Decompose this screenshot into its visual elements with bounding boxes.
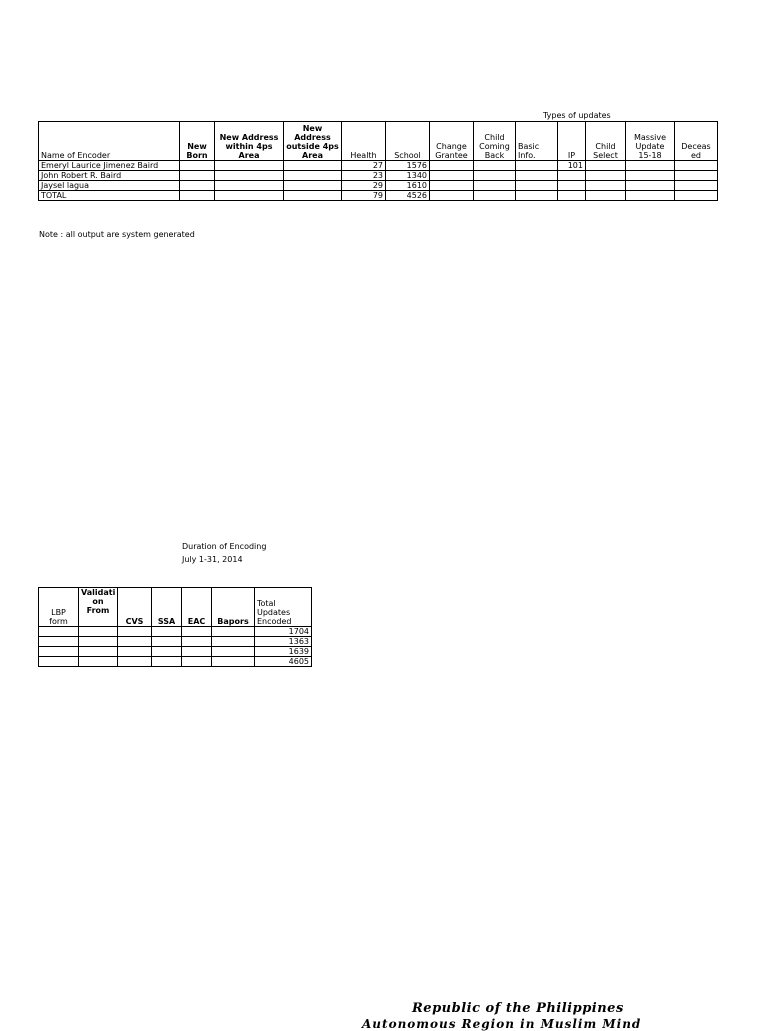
header-name-of-encoder: Name of Encoder: [39, 122, 180, 161]
school-total: 4526: [386, 191, 430, 201]
table-row: [39, 181, 718, 191]
ip-total: [558, 191, 586, 201]
table-row: [39, 161, 718, 171]
header-total-updates-encoded: Total Updates Encoded: [255, 588, 312, 627]
validation-table: [38, 587, 312, 667]
total-updates-value: 1639: [255, 647, 312, 657]
table-row-total: [39, 191, 718, 201]
health-value: 23: [342, 171, 386, 181]
header-new-address-within: New Address within 4ps Area: [215, 122, 284, 161]
validation-header-row: [39, 588, 312, 627]
header-new-born: New Born: [180, 122, 215, 161]
table-row: [39, 647, 312, 657]
header-health: Health: [342, 122, 386, 161]
ip-value: 101: [558, 161, 586, 171]
total-updates-value: 4605: [255, 657, 312, 667]
letterhead-subtitle: Autonomous Region in Muslim Mind: [362, 1017, 642, 1031]
header-cvs: CVS: [118, 588, 152, 627]
header-ip: IP: [558, 122, 586, 161]
health-value: 29: [342, 181, 386, 191]
ip-value: [558, 171, 586, 181]
school-value: 1610: [386, 181, 430, 191]
encoder-name: Jaysel lagua: [39, 181, 180, 191]
duration-label: Duration of Encoding: [182, 542, 267, 551]
health-total: 79: [342, 191, 386, 201]
letterhead-title: Republic of the Philippines: [412, 1001, 624, 1016]
table-row: [39, 657, 312, 667]
header-bapors: Bapors: [212, 588, 255, 627]
updates-caption: Types of updates: [543, 111, 611, 120]
header-deceased: Deceas ed: [675, 122, 718, 161]
encoder-name: John Robert R. Baird: [39, 171, 180, 181]
total-updates-value: 1363: [255, 637, 312, 647]
updates-header-row: [39, 122, 718, 161]
header-child-coming-back: Child Coming Back: [474, 122, 516, 161]
header-new-address-outside: New Address outside 4ps Area: [284, 122, 342, 161]
ip-value: [558, 181, 586, 191]
table-row: [39, 637, 312, 647]
school-value: 1340: [386, 171, 430, 181]
total-updates-value: 1704: [255, 627, 312, 637]
header-basic-info: Basic Info.: [516, 122, 558, 161]
updates-table: [38, 121, 718, 201]
table-row: [39, 627, 312, 637]
health-value: 27: [342, 161, 386, 171]
school-value: 1576: [386, 161, 430, 171]
duration-dates: July 1-31, 2014: [182, 555, 243, 564]
header-validation-from: Validati on From: [79, 588, 118, 627]
header-eac: EAC: [182, 588, 212, 627]
table-row: [39, 171, 718, 181]
system-note: Note : all output are system generated: [39, 230, 195, 239]
header-change-grantee: Change Grantee: [430, 122, 474, 161]
header-school: School: [386, 122, 430, 161]
total-label: TOTAL: [39, 191, 180, 201]
header-ssa: SSA: [152, 588, 182, 627]
encoder-name: Emeryl Laurice Jimenez Baird: [39, 161, 180, 171]
header-massive-update: Massive Update 15-18: [626, 122, 675, 161]
header-lbp-form: LBP form: [39, 588, 79, 627]
header-child-select: Child Select: [586, 122, 626, 161]
